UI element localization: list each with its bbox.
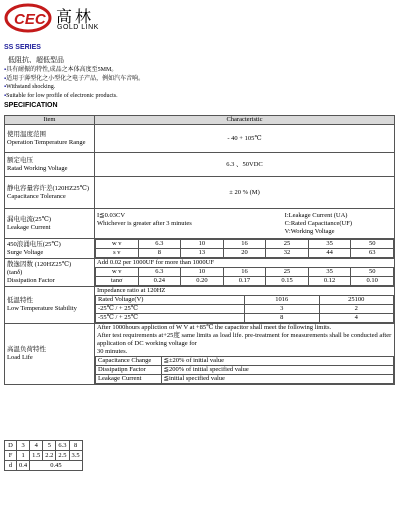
surge-cell: 6.3 [138, 240, 181, 249]
df-cell: tanσ [96, 277, 139, 286]
dim-cell: 3 [17, 441, 30, 451]
leakage-value [95, 209, 395, 239]
surge-cell: 20 [223, 249, 266, 258]
load-life-value [95, 324, 395, 385]
df-cell: 0.17 [223, 277, 266, 286]
header-item: Item [5, 116, 95, 125]
specification-heading: SPECIFICATION [4, 102, 58, 109]
dim-cell: D [5, 441, 17, 451]
df-cell: 0.20 [181, 277, 224, 286]
df-table [95, 267, 394, 286]
dim-cell: 2.5 [56, 451, 69, 461]
feature-item: ▪具有耐振的特性,成品之本体高度至5MM。 [4, 67, 118, 73]
cap-tolerance-label: 静电容量容许差(120HZ25℃) Capacitance Tolerance [5, 177, 95, 209]
load-life-cell: Dissipatipn Factor [96, 366, 162, 375]
surge-table [95, 239, 394, 258]
dim-cell: 8 [69, 441, 82, 451]
dim-cell: 6.3 [56, 441, 69, 451]
surge-cell: 35 [308, 240, 351, 249]
df-label: 散逸因数 (120HZ25℃) (tanδ) Dissipation Factor [5, 259, 95, 287]
surge-cell: w v [96, 240, 139, 249]
load-life-cell: ≦initial specified value [161, 375, 393, 384]
low-temp-value [95, 287, 395, 324]
load-life-cell: Capacitance Change [96, 357, 162, 366]
leakage-note: Whichever is greater after 3 minutes [97, 219, 192, 227]
load-life-text: After test requirements at+25度 same limits as load life. pre-treatment for measurements shall be conducted after application of DC working voltage for [97, 332, 392, 347]
low-temp-cell: 2 [319, 305, 394, 314]
leakage-legend: I:Leakage Current (UA) [284, 211, 348, 219]
surge-cell: s v [96, 249, 139, 258]
load-life-cell: ≦200% of initial specified value [161, 366, 393, 375]
leakage-label: 漏电电流(25℃) Leakage Current [5, 209, 95, 239]
surge-cell: 44 [308, 249, 351, 258]
dim-cell: 5 [43, 441, 56, 451]
logo-text: CEC [14, 11, 46, 28]
low-temp-cell: 4 [319, 314, 394, 323]
cec-logo-icon [4, 2, 52, 34]
dim-cell: F [5, 451, 17, 461]
feature-list [4, 66, 144, 100]
low-temp-cell: 1016 [245, 296, 320, 305]
dimension-table [4, 440, 83, 471]
cap-tolerance-value: ± 20 % (M) [95, 177, 395, 209]
specification-table [4, 115, 395, 385]
df-cell: 0.12 [308, 277, 351, 286]
leakage-formula: I≦0.03CV [97, 211, 126, 219]
low-temp-note: Impedance ratio at 120HZ [97, 287, 166, 294]
df-cell: 50 [351, 268, 394, 277]
df-cell: w v [96, 268, 139, 277]
low-temp-cell: -55℃ / + 25℃ [96, 314, 245, 323]
series-subtitle: 低阻抗、超低型品 [8, 56, 64, 64]
df-cell: 35 [308, 268, 351, 277]
surge-cell: 10 [181, 240, 224, 249]
df-cell: 16 [223, 268, 266, 277]
dim-cell: 3.5 [69, 451, 82, 461]
leakage-legend: V:Working Voltage [284, 227, 335, 235]
surge-cell: 32 [266, 249, 309, 258]
df-note: Add 0.02 per 1000UF for more than 1000UF [97, 259, 214, 266]
feature-item: ▪Withstand shocking. [4, 84, 56, 90]
op-temp-label: 使用温度范围 Operation Temperature Range [5, 125, 95, 153]
df-cell: 0.10 [351, 277, 394, 286]
df-cell: 0.24 [138, 277, 181, 286]
low-temp-cell: -25℃ / + 25℃ [96, 305, 245, 314]
low-temp-cell: 3 [245, 305, 320, 314]
brand-english-name: GOLD LINK [57, 24, 99, 31]
low-temp-table [95, 295, 394, 323]
load-life-table [95, 356, 394, 384]
dim-cell: 0.4 [17, 461, 30, 471]
df-value [95, 259, 395, 287]
op-temp-value: - 40 + 105℃ [95, 125, 395, 153]
rated-voltage-value: 6.3 、50VDC [95, 153, 395, 177]
df-cell: 6.3 [138, 268, 181, 277]
dim-cell: 2.2 [43, 451, 56, 461]
series-title: SS SERIES [4, 44, 41, 51]
leakage-legend: C:Rated Capacitance(UF) [284, 219, 352, 227]
dim-cell: 4 [30, 441, 43, 451]
rated-voltage-label: 额定电压 Ratad Working Voltage [5, 153, 95, 177]
load-life-cell: Leakage Current [96, 375, 162, 384]
low-temp-cell: 25100 [319, 296, 394, 305]
load-life-label: 高温负荷特性 Load Life [5, 324, 95, 385]
df-cell: 25 [266, 268, 309, 277]
df-cell: 0.15 [266, 277, 309, 286]
low-temp-label: 低温特性 Low Temperature Stability [5, 287, 95, 324]
load-life-text: After 1000hours appliction of W V at +85℃ the capacitor shall meet the following limits. [97, 324, 332, 331]
surge-cell: 63 [351, 249, 394, 258]
surge-cell: 8 [138, 249, 181, 258]
header-characteristic: Characteristic [95, 116, 395, 125]
surge-value [95, 239, 395, 259]
dim-cell: 1.5 [30, 451, 43, 461]
surge-label: 450浪涌电压(25℃) Surge Voltage [5, 239, 95, 259]
surge-cell: 25 [266, 240, 309, 249]
brand-chinese-name: 高林 [56, 7, 95, 26]
load-life-text: 30 minutes. [97, 348, 128, 355]
feature-item: ▪适用于薄型化之小型化之电子产品，例如汽车音响。 [4, 75, 145, 82]
df-cell: 10 [181, 268, 224, 277]
dim-cell: 1 [17, 451, 30, 461]
load-life-cell: ≦±20% of initial value [161, 357, 393, 366]
low-temp-cell: Rated Voltage(V) [96, 296, 245, 305]
feature-item: ▪Suitable for low profile of electronic products. [4, 92, 118, 99]
surge-cell: 16 [223, 240, 266, 249]
dim-cell: d [5, 461, 17, 471]
low-temp-cell: 8 [245, 314, 320, 323]
surge-cell: 13 [181, 249, 224, 258]
surge-cell: 50 [351, 240, 394, 249]
dim-cell: 0.45 [30, 461, 83, 471]
